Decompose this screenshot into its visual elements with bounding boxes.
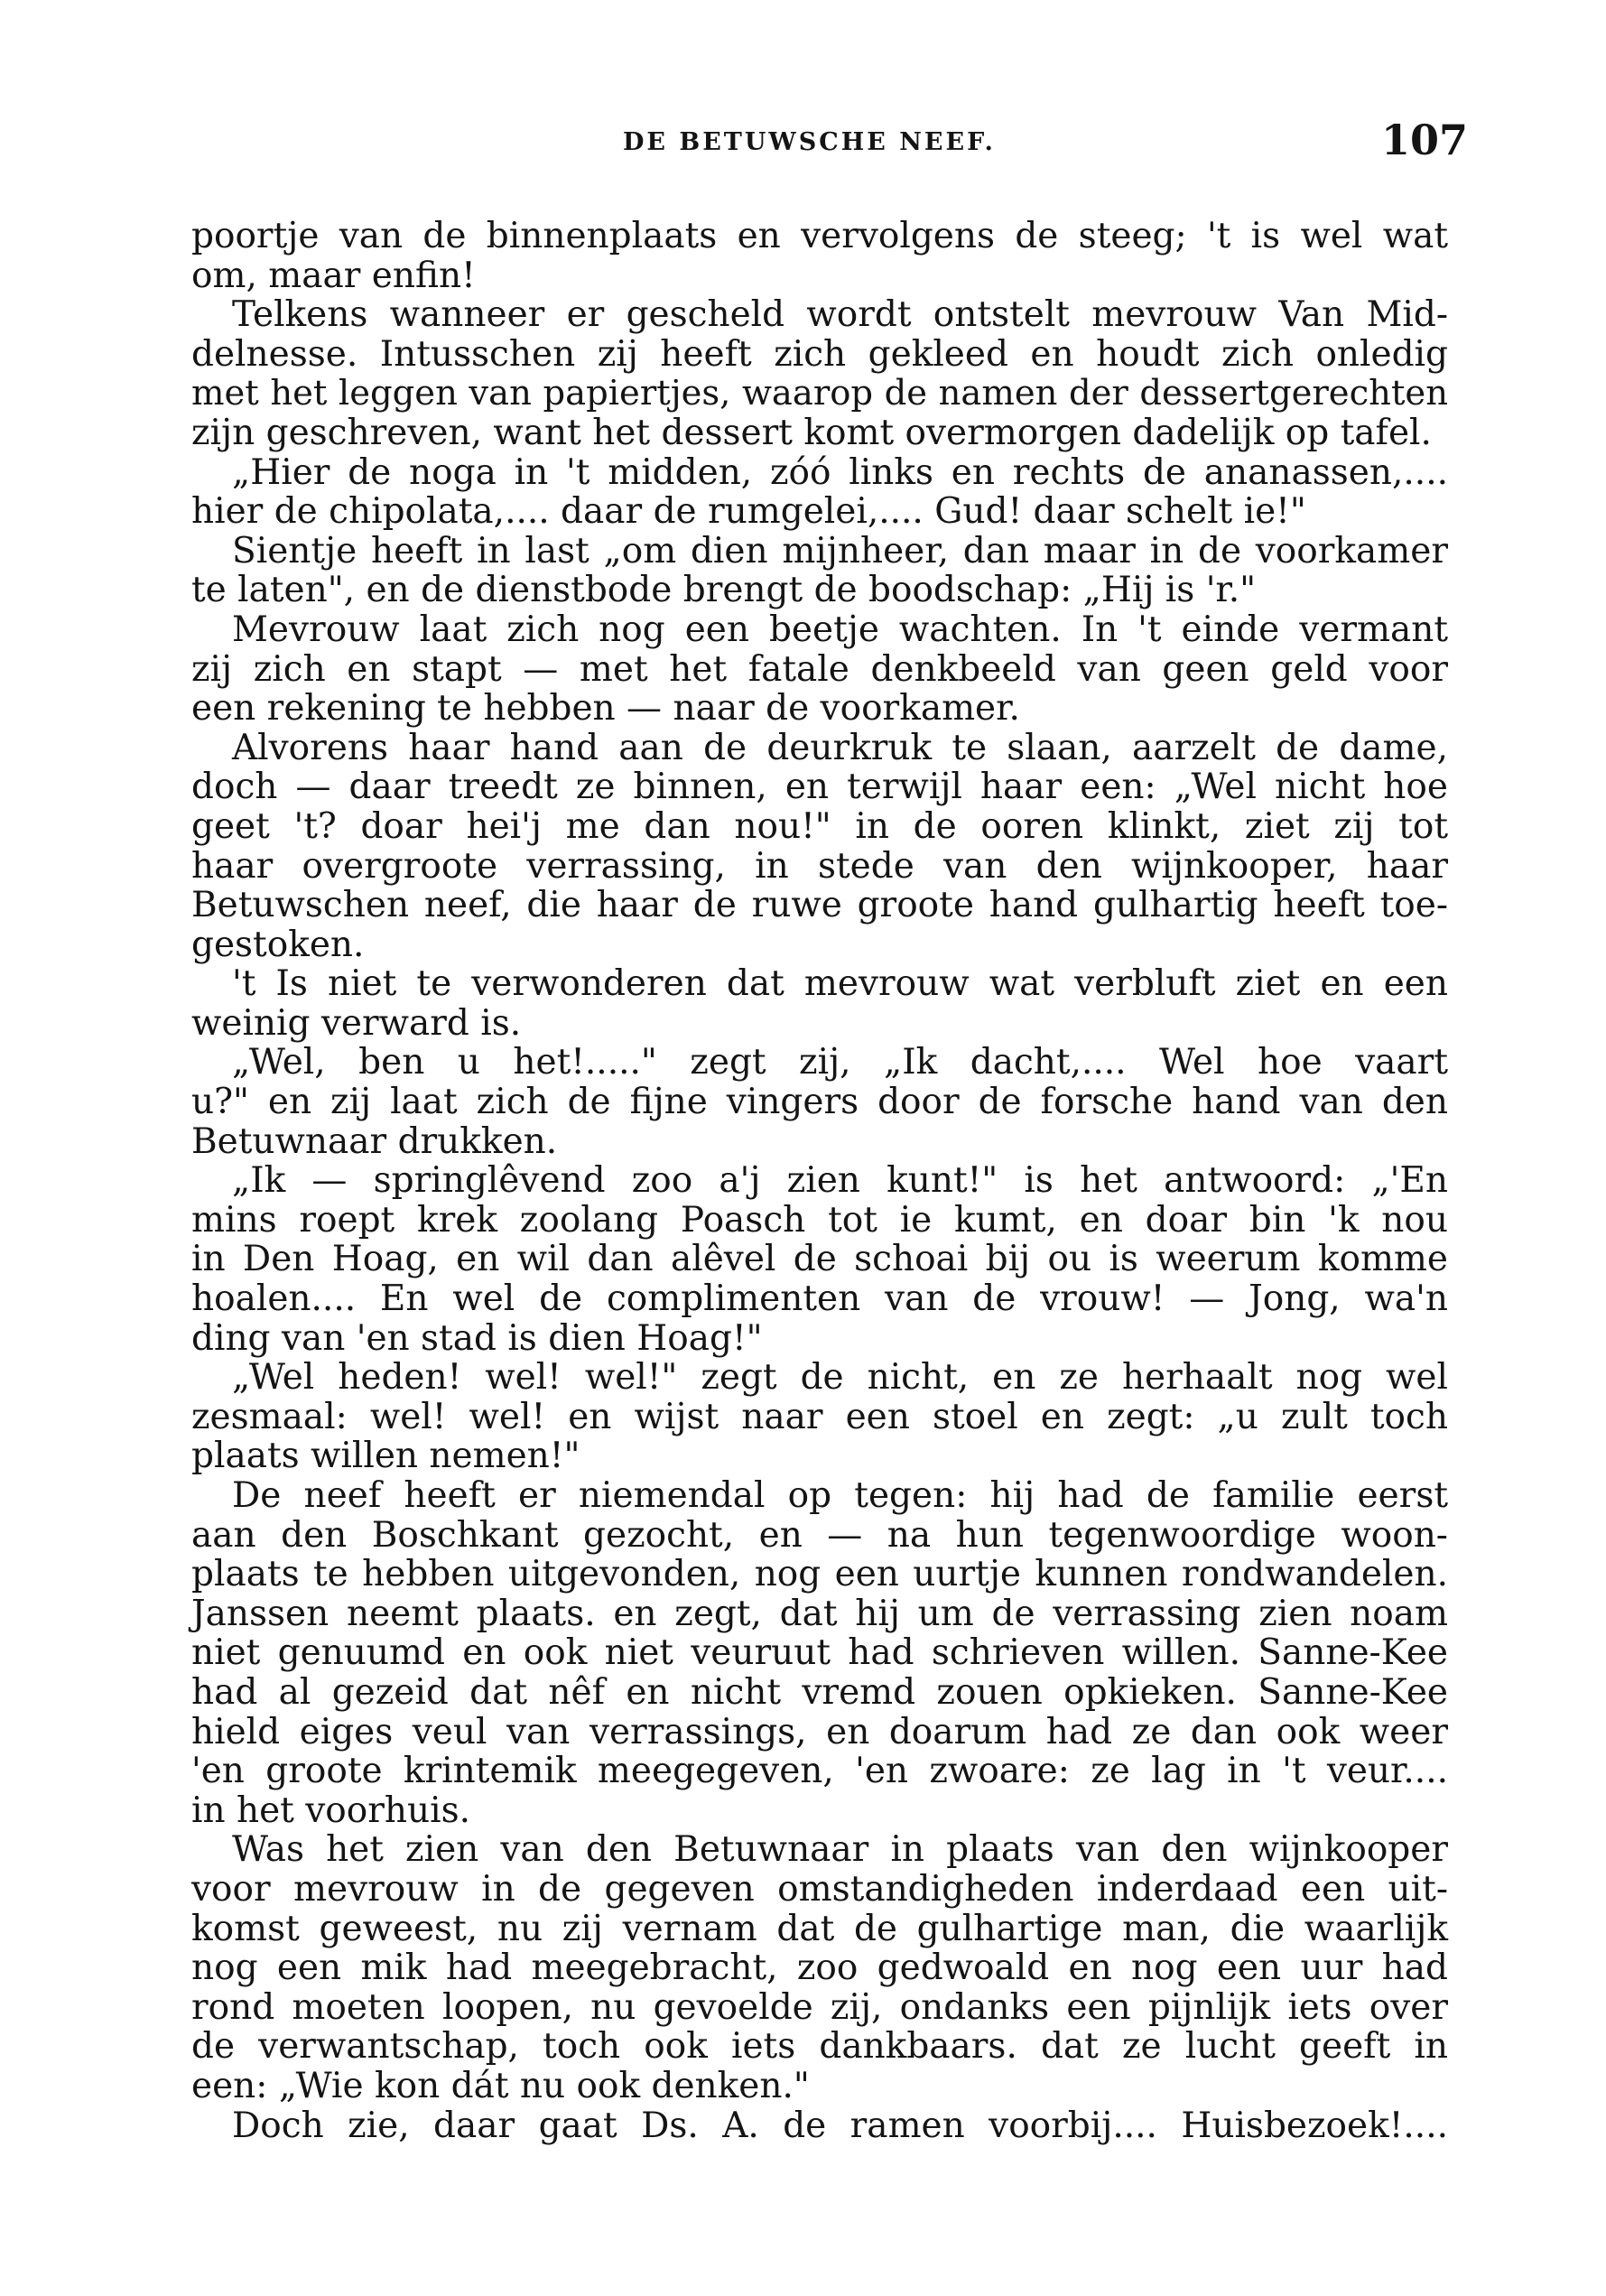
text-line: niet genuumd en ook niet veuruut had schrieven willen. Sanne-Kee	[191, 1632, 1448, 1674]
text-line: zesmaal: wel! wel! en wijst naar een stoel en zegt: „u zult toch	[191, 1396, 1448, 1437]
text-line: hier de chipolata,.... daar de rumgelei,.... Gud! daar schelt ie!"	[191, 491, 1306, 533]
page-number: 107	[1381, 116, 1469, 164]
text-line: met het leggen van papiertjes, waarop de namen der dessertgerechten	[191, 373, 1448, 414]
text-line: gestoken.	[191, 924, 365, 965]
text-line: Betuwschen neef, die haar de ruwe groote hand gulhartig heeft toe-	[191, 885, 1448, 926]
text-line: in het voorhuis.	[191, 1789, 471, 1831]
text-line: te laten", en de dienstbode brengt de boodschap: „Hij is 'r."	[191, 570, 1257, 611]
text-line: Betuwnaar drukken.	[191, 1120, 558, 1162]
text-line: Mevrouw laat zich nog een beetje wachten. In 't einde vermant	[232, 609, 1448, 650]
text-line: mins roept krek zoolang Poasch tot ie kumt, en doar bin 'k nou	[191, 1199, 1448, 1241]
text-line: ding van 'en stad is dien Hoag!"	[191, 1317, 763, 1359]
text-line: Alvorens haar hand aan de deurkruk te slaan, aarzelt de dame,	[232, 727, 1448, 768]
text-line: in Den Hoag, en wil dan alêvel de schoai bij ou is weerum komme	[191, 1239, 1448, 1280]
text-line: hoalen.... En wel de complimenten van de vrouw! — Jong, wa'n	[191, 1278, 1448, 1320]
text-line: 't Is niet te verwonderen dat mevrouw wat verbluft ziet en een	[232, 963, 1448, 1005]
text-line: Was het zien van den Betuwnaar in plaats van den wijnkooper	[232, 1829, 1448, 1871]
text-line: „Ik — springlêvend zoo a'j zien kunt!" is het antwoord: „'En	[232, 1160, 1448, 1202]
text-line: om, maar enfin!	[191, 255, 476, 296]
text-line: „Wel heden! wel! wel!" zegt de nicht, en ze herhaalt nog wel	[232, 1357, 1448, 1399]
text-line: haar overgroote verrassing, in stede van den wijnkooper, haar	[191, 845, 1448, 887]
text-line: Janssen neemt plaats. en zegt, dat hij um de verrassing zien noam	[191, 1593, 1448, 1634]
text-line: Doch zie, daar gaat Ds. A. de ramen voorbij.... Huisbezoek!....	[232, 2105, 1448, 2146]
text-line: Telkens wanneer er gescheld wordt ontstelt mevrouw Van Mid-	[232, 294, 1448, 336]
text-line: aan den Boschkant gezocht, en — na hun tegenwoordige woon-	[191, 1514, 1448, 1556]
text-line: hield eiges veul van verrassings, en doarum had ze dan ook weer	[191, 1711, 1448, 1752]
text-line: poortje van de binnenplaats en vervolgens de steeg; 't is wel wat	[191, 216, 1448, 256]
text-line: rond moeten loopen, nu gevoelde zij, ondanks een pijnlijk iets over	[191, 1986, 1448, 2028]
text-line: de verwantschap, toch ook iets dankbaars. dat ze lucht geeft in	[191, 2026, 1448, 2068]
text-line: had al gezeid dat nêf en nicht vremd zouen opkieken. Sanne-Kee	[191, 1671, 1448, 1713]
text-line: „Wel, ben u het!....." zegt zij, „Ik dacht,.... Wel hoe vaart	[232, 1042, 1448, 1083]
text-line: weinig verward is.	[191, 1002, 522, 1044]
text-line: zijn geschreven, want het dessert komt overmorgen dadelijk op tafel.	[191, 412, 1432, 453]
text-line: zij zich en stapt — met het fatale denkbeeld van geen geld voor	[191, 648, 1448, 690]
text-line: 'en groote krintemik meegegeven, 'en zwoare: ze lag in 't veur....	[191, 1751, 1448, 1792]
text-line: delnesse. Intusschen zij heeft zich gekleed en houdt zich onledig	[191, 333, 1448, 375]
page-header	[0, 116, 1606, 170]
text-line: een rekening te hebben — naar de voorkamer.	[191, 688, 1020, 730]
text-line: geet 't? doar hei'j me dan nou!" in de ooren klinkt, ziet zij tot	[191, 805, 1448, 847]
text-line: „Hier de noga in 't midden, zóó links en rechts de ananassen,....	[232, 451, 1448, 493]
text-line: u?" en zij laat zich de fijne vingers door de forsche hand van den	[191, 1082, 1448, 1123]
running-title: DE BETUWSCHE NEEF.	[623, 128, 996, 156]
text-line: een: „Wie kon dát nu ook denken."	[191, 2065, 810, 2106]
text-line: doch — daar treedt ze binnen, en terwijl haar een: „Wel nicht hoe	[191, 767, 1448, 808]
text-line: komst geweest, nu zij vernam dat de gulhartige man, die waarlijk	[191, 1908, 1448, 1949]
text-line: voor mevrouw in de gegeven omstandigheden inderdaad een uit-	[191, 1868, 1448, 1910]
text-line: Sientje heeft in last „om dien mijnheer, dan maar in de voorkamer	[232, 530, 1448, 572]
text-line: plaats willen nemen!"	[191, 1436, 580, 1477]
body-text	[191, 217, 1448, 2145]
text-line: De neef heeft er niemendal op tegen: hij had de familie eerst	[232, 1475, 1448, 1516]
text-line: nog een mik had meegebracht, zoo gedwoald en nog een uur had	[191, 1947, 1448, 1989]
text-line: plaats te hebben uitgevonden, nog een uurtje kunnen rondwandelen.	[191, 1554, 1448, 1595]
